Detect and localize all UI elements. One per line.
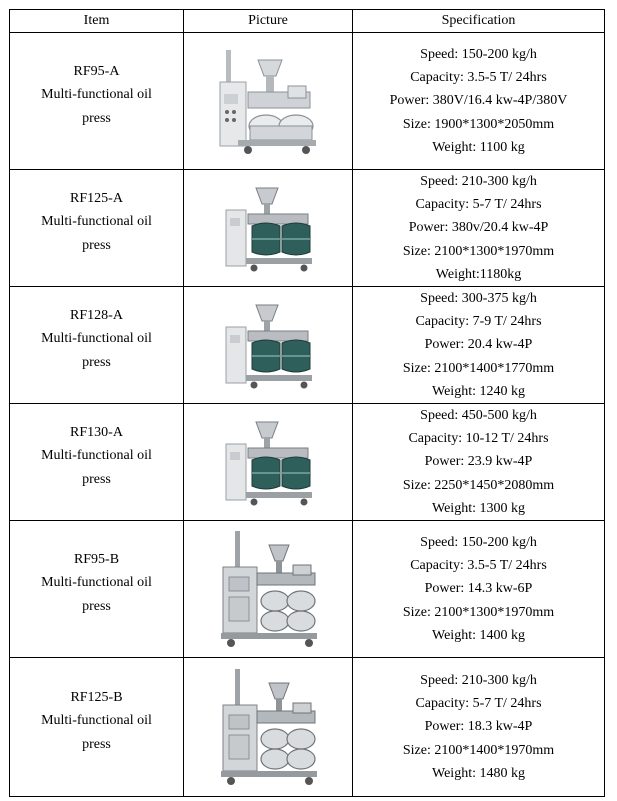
- item-cell: [10, 33, 184, 170]
- spec-capacity: Capacity: 5-7 T/ 24hrs: [415, 197, 542, 213]
- spec-size: Size: 2100*1400*1970mm: [402, 742, 555, 758]
- item-description: Multi-functional oil: [41, 713, 152, 729]
- spec-weight: Weight: 1300 kg: [432, 500, 525, 516]
- spec-size: Size: 2100*1400*1770mm: [402, 360, 555, 376]
- item-description: Multi-functional oil: [41, 331, 152, 347]
- header-specification: Specification: [353, 10, 605, 33]
- item-cell: [10, 521, 184, 658]
- picture-cell: [184, 287, 353, 404]
- model-name: RF95-A: [73, 63, 120, 79]
- spec-power: Power: 18.3 kw-4P: [424, 719, 533, 735]
- header-picture: Picture: [184, 10, 353, 33]
- item-description-cont: press: [82, 354, 111, 370]
- item-description: Multi-functional oil: [41, 214, 152, 230]
- spec-capacity: Capacity: 3.5-5 T/ 24hrs: [410, 558, 547, 574]
- picture-cell: [184, 170, 353, 287]
- table-row: [10, 404, 605, 521]
- spec-speed: Speed: 150-200 kg/h: [420, 535, 537, 551]
- spec-weight: Weight: 1100 kg: [432, 139, 525, 155]
- spec-power: Power: 380V/16.4 kw-4P/380V: [389, 93, 568, 109]
- spec-size: Size: 2100*1300*1970mm: [402, 243, 555, 259]
- item-description: Multi-functional oil: [41, 448, 152, 464]
- table-row: [10, 287, 605, 404]
- table-row: [10, 521, 605, 658]
- specification-cell: [353, 170, 605, 287]
- model-name: RF95-B: [73, 551, 120, 567]
- spec-speed: Speed: 300-375 kg/h: [420, 291, 537, 307]
- spec-capacity: Capacity: 7-9 T/ 24hrs: [415, 314, 542, 330]
- specification-cell: [353, 33, 605, 170]
- spec-size: Size: 1900*1300*2050mm: [402, 116, 555, 132]
- item-description-cont: press: [82, 237, 111, 253]
- oil-press-machine-icon: [216, 299, 320, 391]
- spec-power: Power: 14.3 kw-6P: [424, 581, 533, 597]
- item-description: Multi-functional oil: [41, 87, 152, 103]
- spec-speed: Speed: 150-200 kg/h: [420, 46, 537, 62]
- model-name: RF125-B: [70, 689, 123, 705]
- item-cell: [10, 287, 184, 404]
- model-name: RF125-A: [70, 190, 123, 206]
- header-item: Item: [10, 10, 184, 33]
- spec-capacity: Capacity: 5-7 T/ 24hrs: [415, 696, 542, 712]
- spec-speed: Speed: 210-300 kg/h: [420, 673, 537, 689]
- oil-press-machine-icon: [216, 182, 320, 274]
- picture-cell: [184, 658, 353, 797]
- product-spec-table: [9, 9, 605, 797]
- spec-weight: Weight: 1400 kg: [432, 627, 525, 643]
- picture-cell: [184, 404, 353, 521]
- spec-weight: Weight: 1480 kg: [432, 765, 525, 781]
- specification-cell: [353, 287, 605, 404]
- oil-press-machine-icon: [208, 42, 328, 160]
- model-name: RF130-A: [70, 424, 123, 440]
- item-description-cont: press: [82, 110, 111, 126]
- oil-press-machine-icon: [209, 527, 327, 651]
- item-description-cont: press: [82, 471, 111, 487]
- item-cell: [10, 658, 184, 797]
- model-name: RF128-A: [70, 307, 123, 323]
- item-description-cont: press: [82, 736, 111, 752]
- spec-size: Size: 2250*1450*2080mm: [402, 477, 555, 493]
- spec-capacity: Capacity: 3.5-5 T/ 24hrs: [410, 70, 547, 86]
- table-row: [10, 170, 605, 287]
- spec-power: Power: 23.9 kw-4P: [424, 454, 533, 470]
- item-cell: [10, 170, 184, 287]
- item-description: Multi-functional oil: [41, 575, 152, 591]
- spec-size: Size: 2100*1300*1970mm: [402, 604, 555, 620]
- spec-weight: Weight:1180kg: [435, 266, 522, 282]
- item-cell: [10, 404, 184, 521]
- spec-weight: Weight: 1240 kg: [432, 383, 525, 399]
- table-row: [10, 658, 605, 797]
- picture-cell: [184, 521, 353, 658]
- specification-cell: [353, 521, 605, 658]
- spec-power: Power: 20.4 kw-4P: [424, 337, 533, 353]
- header-row: [10, 10, 605, 33]
- table-row: [10, 33, 605, 170]
- specification-cell: [353, 404, 605, 521]
- specification-cell: [353, 658, 605, 797]
- picture-cell: [184, 33, 353, 170]
- spec-power: Power: 380v/20.4 kw-4P: [408, 220, 549, 236]
- oil-press-machine-icon: [209, 665, 327, 789]
- oil-press-machine-icon: [216, 416, 320, 508]
- spec-speed: Speed: 210-300 kg/h: [420, 174, 537, 189]
- spec-speed: Speed: 450-500 kg/h: [420, 408, 537, 424]
- item-description-cont: press: [82, 598, 111, 614]
- spec-capacity: Capacity: 10-12 T/ 24hrs: [408, 431, 549, 447]
